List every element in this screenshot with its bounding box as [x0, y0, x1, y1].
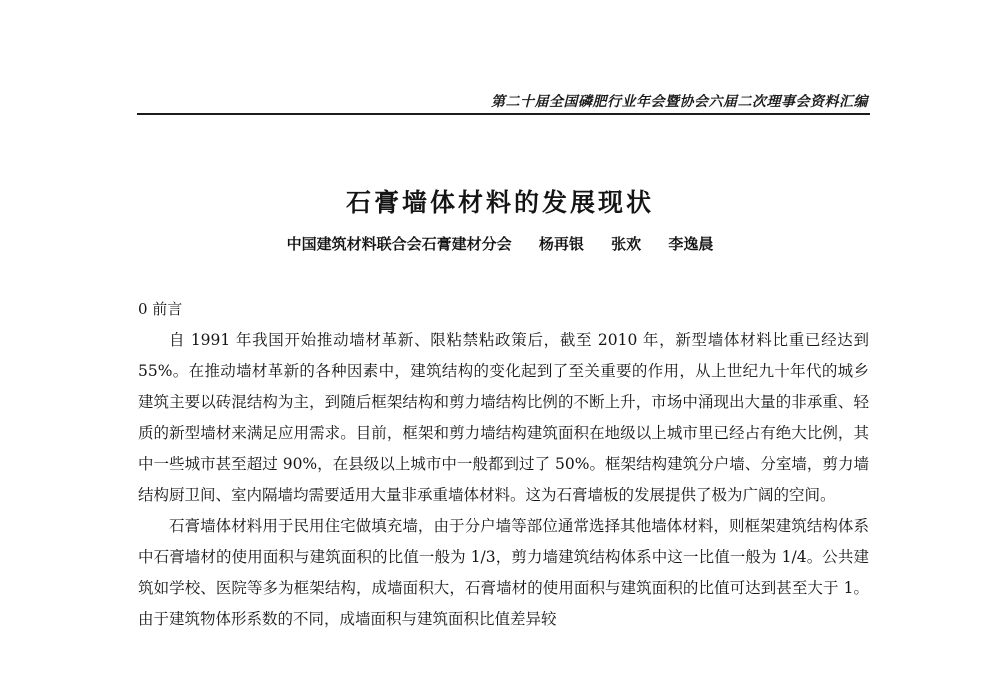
header-rule: [137, 113, 870, 115]
body-text: [138, 325, 869, 635]
running-header: 第二十届全国磷肥行业年会暨协会六届二次理事会资料汇编: [491, 94, 868, 110]
paragraph: 石膏墙体材料用于民用住宅做填充墙，由于分户墙等部位通常选择其他墙体材料，则框架建筑结构体系中石膏墙材的使用面积与建筑面积的比值一般为 1/3，剪力墙建筑结构体系中这一比值一般为 1/4。公共建筑如学校、医院等多为框架结构，成墙面积大，石膏墙材的使用面积与建筑面积的比值可达到甚至大于 1。由于建筑物体形系数的不同，成墙面积与建筑面积比值差异较: [138, 517, 869, 628]
affiliation: 中国建筑材料联合会石膏建材分会: [286, 235, 512, 253]
author-name: 杨再银: [538, 235, 584, 253]
byline: [0, 233, 1000, 254]
article-title: 石膏墙体材料的发展现状: [345, 188, 654, 217]
author-name: 李逸晨: [668, 235, 714, 253]
author-name: 张欢: [611, 235, 642, 253]
section-heading: 0 前言: [138, 300, 183, 318]
paragraph: 自 1991 年我国开始推动墙材革新、限粘禁粘政策后，截至 2010 年，新型墙体材料比重已经达到 55%。在推动墙材革新的各种因素中，建筑结构的变化起到了至关重要的作用，从上世纪九十年代的城乡建筑主要以砖混结构为主，到随后框架结构和剪力墙结构比例的不断上升，市场中涌现出大量的非承重、轻质的新型墙材来满足应用需求。目前，框架和剪力墙结构建筑面积在地级以上城市里已经占有绝大比例，其中一些城市甚至超过 90%，在县级以上城市中一般都到过了 50%。框架结构建筑分户墙、分室墙，剪力墙结构厨卫间、室内隔墙均需要适用大量非承重墙体材料。这为石膏墙板的发展提供了极为广阔的空间。: [138, 331, 869, 504]
